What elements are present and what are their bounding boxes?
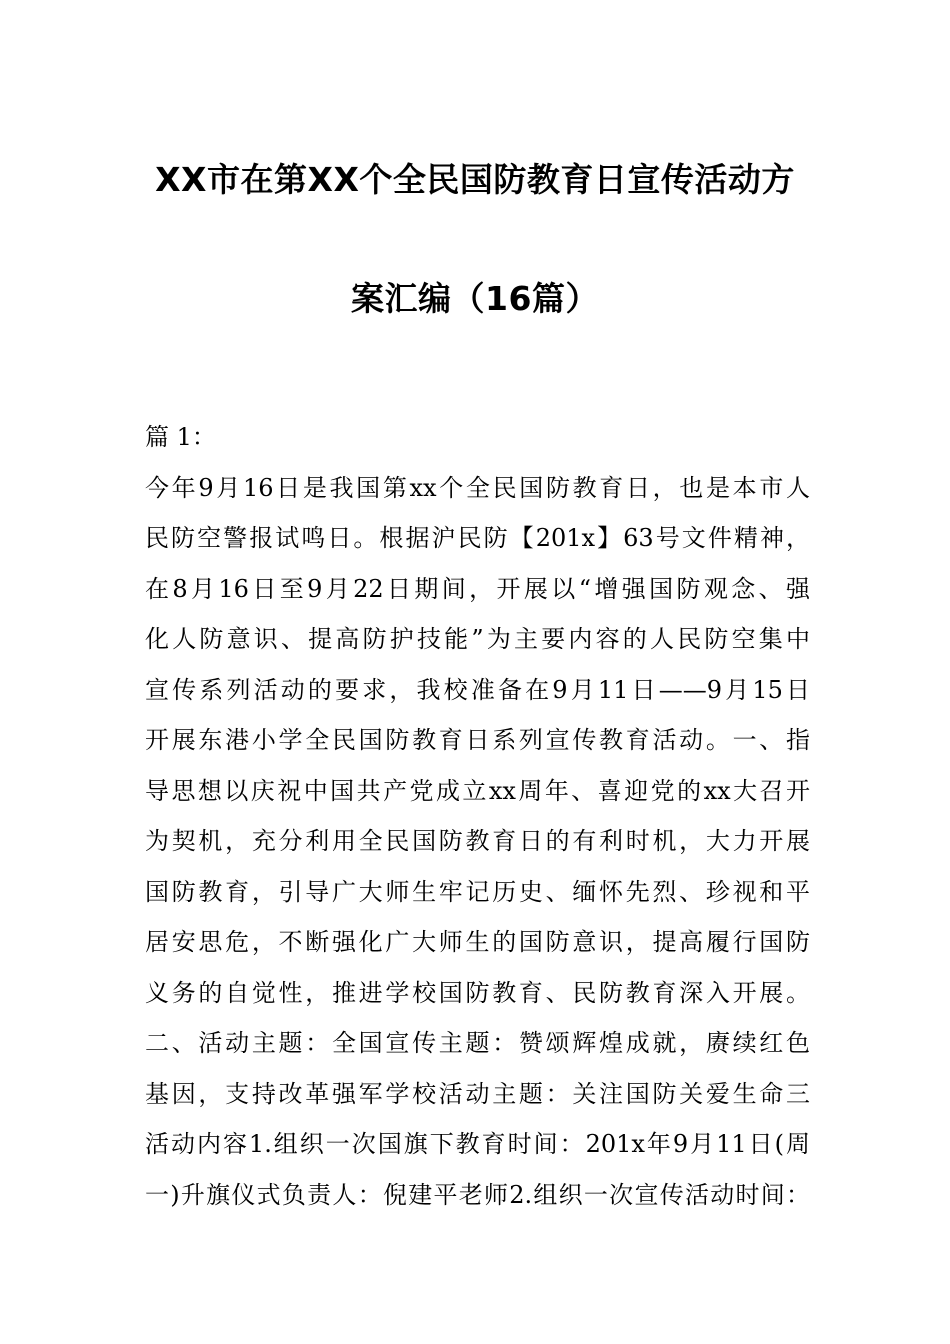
body-line: 一)升旗仪式负责人：倪建平老师2.组织一次宣传活动时间： (145, 1180, 810, 1209)
body-line: 宣传系列活动的要求，我校准备在9月11日——9月15日 (145, 675, 810, 704)
body-line: 二、活动主题：全国宣传主题：赞颂辉煌成就，赓续红色 (145, 1029, 810, 1057)
body-line: 基因，支持改革强军学校活动主题：关注国防关爱生命三 (145, 1079, 810, 1108)
document-title-line-2: 案汇编（16篇） (351, 279, 599, 318)
document-body (145, 412, 810, 1220)
body-line: 化人防意识、提高防护技能”为主要内容的人民防空集中 (145, 625, 810, 653)
section-label: 篇 1： (145, 423, 216, 451)
body-line: 民防空警报试鸣日。根据沪民防【201x】63号文件精神， (145, 524, 810, 552)
body-line: 开展东港小学全民国防教育日系列宣传教育活动。一、指 (145, 726, 810, 754)
body-line: 导思想以庆祝中国共产党成立xx周年、喜迎党的xx大召开 (145, 776, 810, 805)
body-line: 国防教育，引导广大师生牢记历史、缅怀先烈、珍视和平 (145, 877, 810, 906)
body-line: 在8月16日至9月22日期间，开展以“增强国防观念、强 (145, 574, 810, 603)
body-line: 居安思危，不断强化广大师生的国防意识，提高履行国防 (145, 928, 810, 956)
body-line: 为契机，充分利用全民国防教育日的有利时机，大力开展 (145, 827, 810, 855)
body-line: 活动内容1.组织一次国旗下教育时间：201x年9月11日(周 (145, 1130, 810, 1158)
body-line: 今年9月16日是我国第xx个全民国防教育日，也是本市人 (145, 473, 810, 502)
body-line: 义务的自觉性，推进学校国防教育、民防教育深入开展。 (145, 978, 810, 1007)
document-title-line-1: XX市在第XX个全民国防教育日宣传活动方 (155, 160, 795, 199)
